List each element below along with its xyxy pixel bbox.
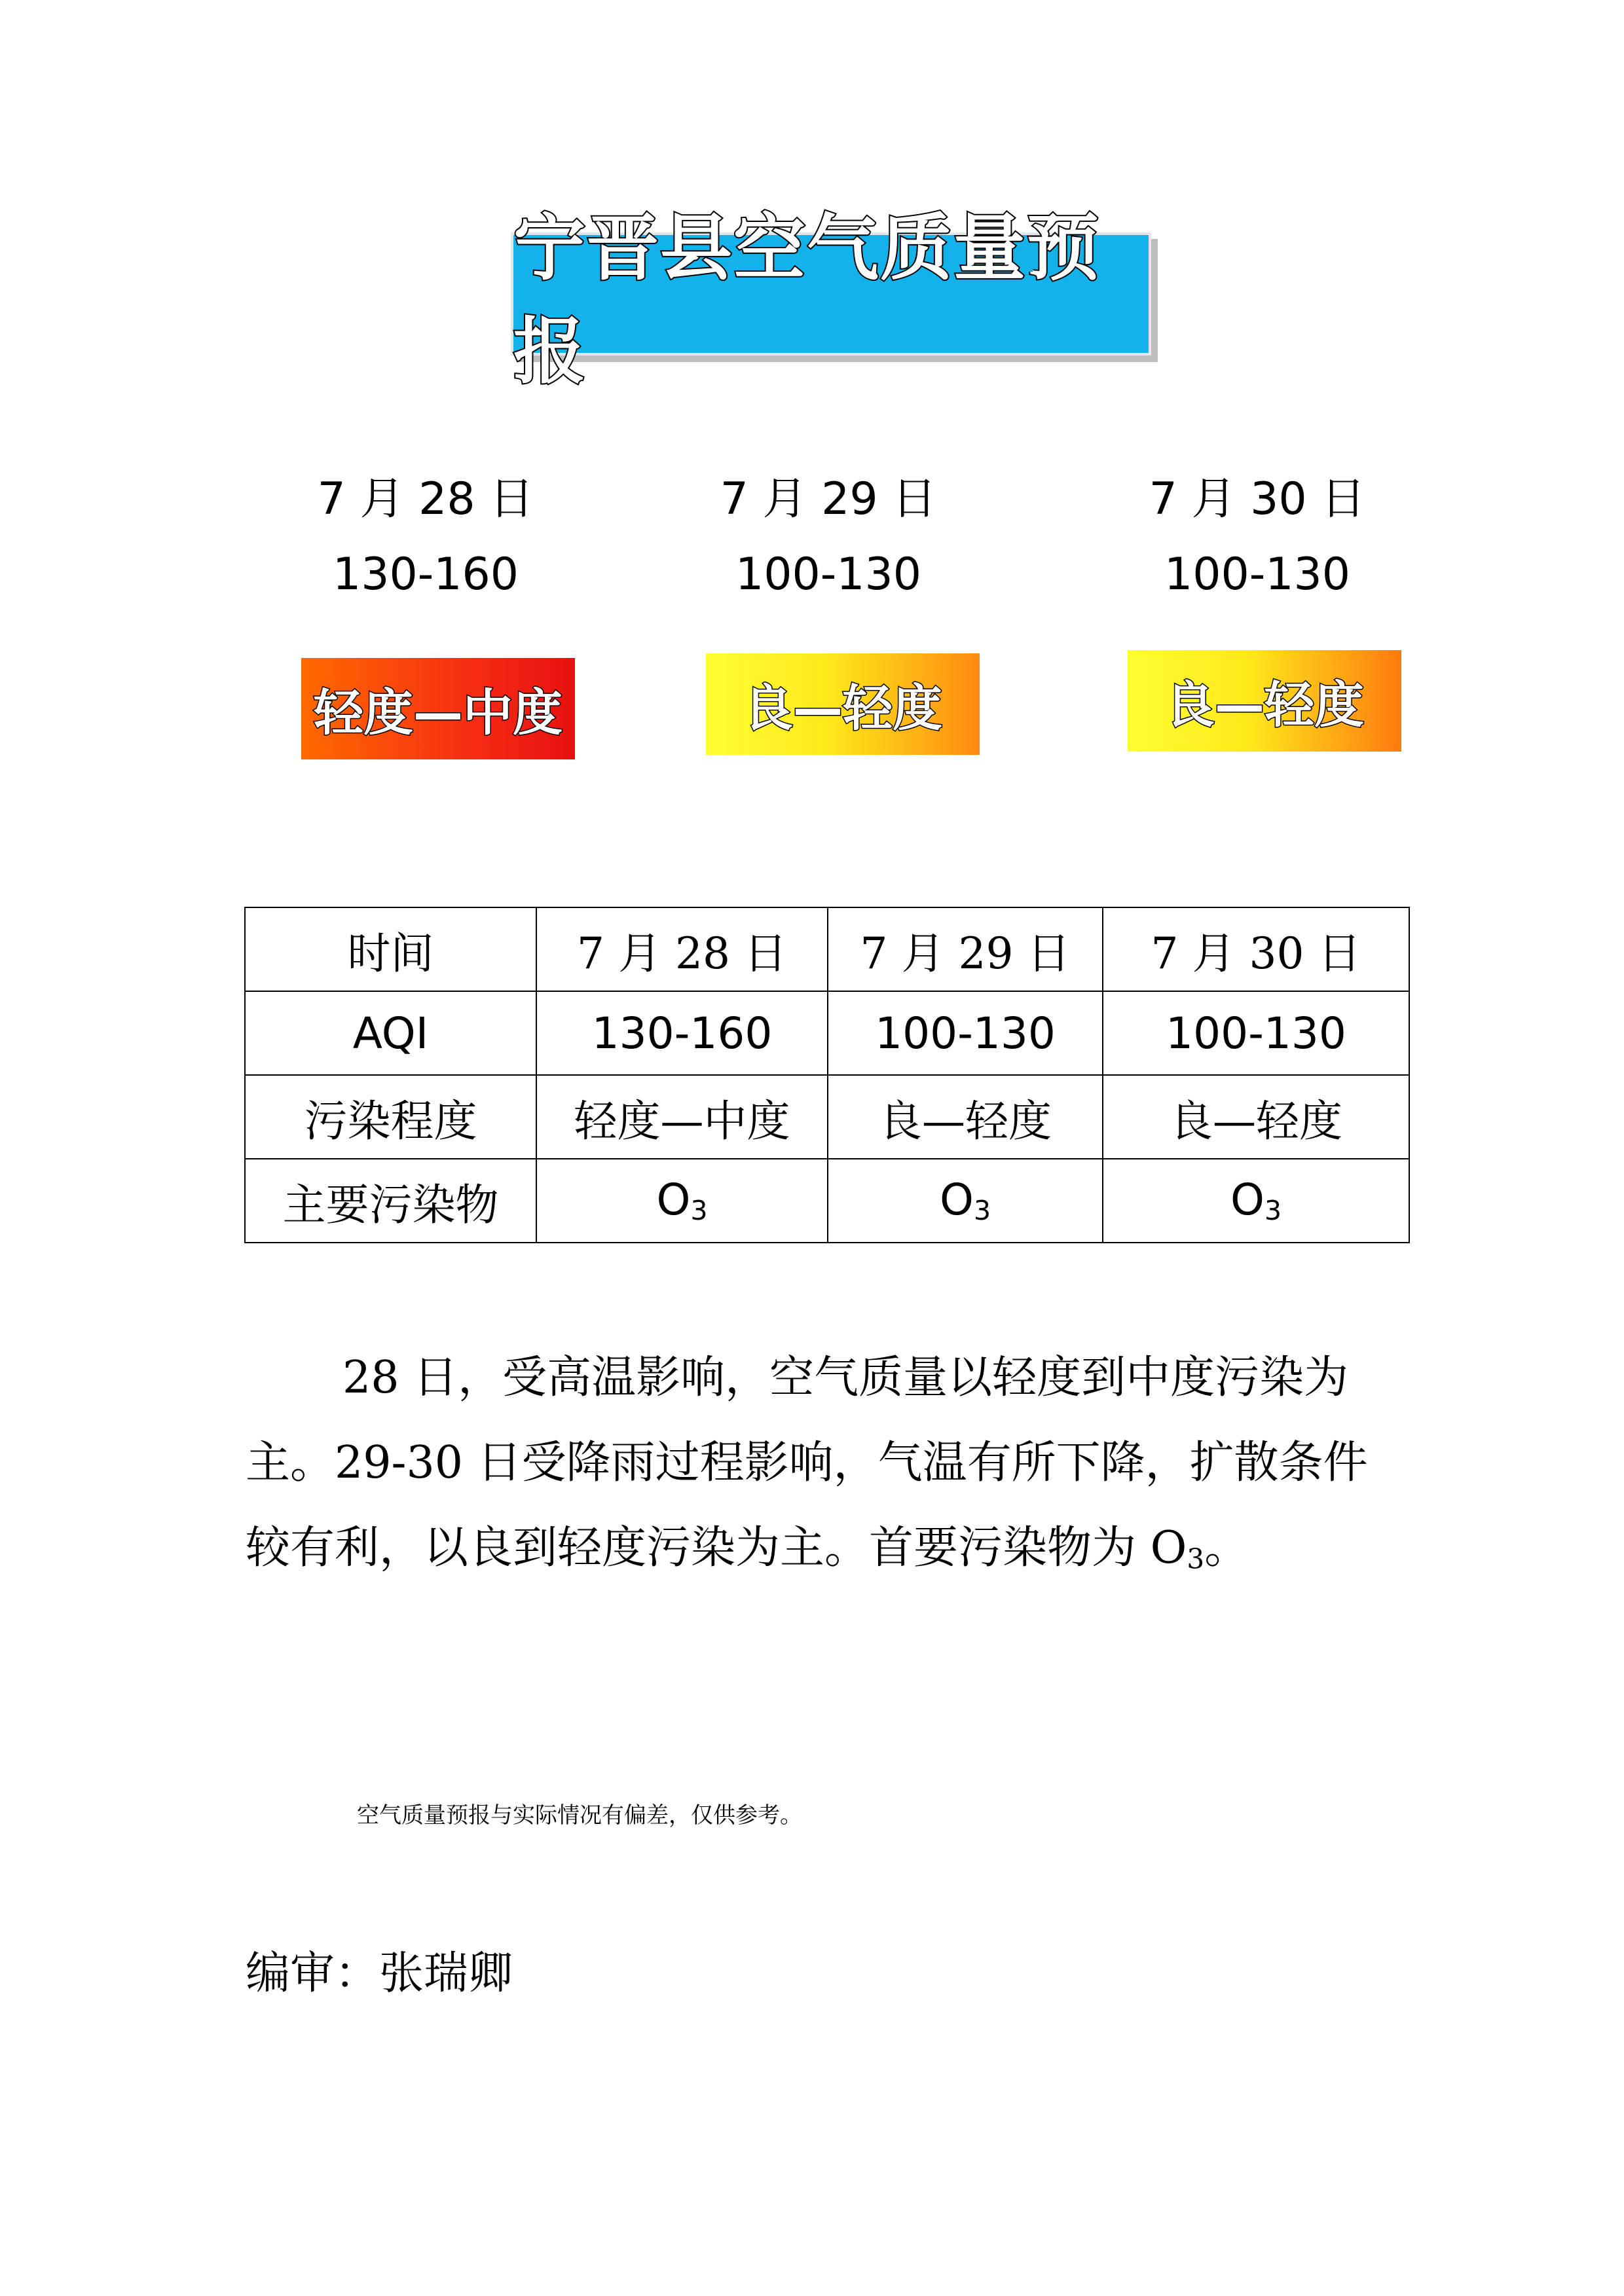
table-cell	[536, 1159, 828, 1243]
table-header-row	[245, 907, 1409, 991]
table-header: 7 月 30 日	[1103, 907, 1409, 991]
pollutant-symbol: O	[940, 1175, 974, 1226]
editor-signature: 编审：张瑞卿	[246, 1948, 513, 1999]
table-cell: 良—轻度	[828, 1075, 1103, 1159]
table-row-label: 污染程度	[245, 1075, 536, 1159]
table-cell: 轻度—中度	[536, 1075, 828, 1159]
pollutant-subscript: 3	[690, 1195, 708, 1227]
table-row	[245, 1075, 1409, 1159]
table-row-label: 主要污染物	[245, 1159, 536, 1243]
paragraph-pollutant: O	[1150, 1522, 1187, 1574]
forecast-date: 7 月 30 日	[1149, 473, 1366, 525]
table-header: 时间	[245, 907, 536, 991]
table-row	[245, 1159, 1409, 1243]
level-badge-day-3	[1128, 650, 1401, 752]
table-header: 7 月 29 日	[828, 907, 1103, 991]
table-cell: 100-130	[828, 991, 1103, 1075]
forecast-aqi-range: 130-160	[332, 549, 519, 600]
forecast-day-3	[1074, 464, 1441, 614]
forecast-date: 7 月 29 日	[720, 473, 937, 525]
pollutant-subscript: 3	[1264, 1195, 1282, 1227]
forecast-date: 7 月 28 日	[317, 473, 534, 525]
pollutant-symbol: O	[1230, 1175, 1264, 1226]
forecast-description	[246, 1336, 1378, 1601]
pollutant-subscript: 3	[973, 1195, 991, 1227]
title-banner	[511, 206, 1151, 393]
level-badge-day-2	[706, 653, 980, 755]
table-cell: 130-160	[536, 991, 828, 1075]
forecast-day-2	[645, 464, 1012, 614]
table-cell: 100-130	[1103, 991, 1409, 1075]
level-badge-text: 良—轻度	[1165, 676, 1364, 734]
aqi-table	[244, 907, 1410, 1243]
level-badge-text: 良—轻度	[743, 679, 942, 737]
forecast-aqi-range: 100-130	[1164, 549, 1351, 600]
level-badge-text: 轻度—中度	[314, 683, 563, 742]
table-row	[245, 991, 1409, 1075]
pollutant-symbol: O	[656, 1175, 691, 1226]
table-header: 7 月 28 日	[536, 907, 828, 991]
forecast-day-1	[242, 464, 609, 614]
table-cell: 良—轻度	[1103, 1075, 1409, 1159]
level-badge-day-1	[301, 658, 575, 759]
disclaimer-note: 空气质量预报与实际情况有偏差，仅供参考。	[357, 1802, 802, 1829]
paragraph-end: 。	[1204, 1522, 1249, 1574]
forecast-aqi-range: 100-130	[735, 549, 922, 600]
table-cell	[1103, 1159, 1409, 1243]
table-row-label: AQI	[245, 991, 536, 1075]
paragraph-pollutant-subscript: 3	[1187, 1542, 1205, 1575]
paragraph-text: 28 日，受高温影响，空气质量以轻度到中度污染为主。29-30 日受降雨过程影响，气温有所下降，扩散条件较有利，以良到轻度污染为主。首要污染物为	[246, 1352, 1368, 1574]
page-title: 宁晋县空气质量预报	[513, 206, 1100, 393]
table-cell	[828, 1159, 1103, 1243]
